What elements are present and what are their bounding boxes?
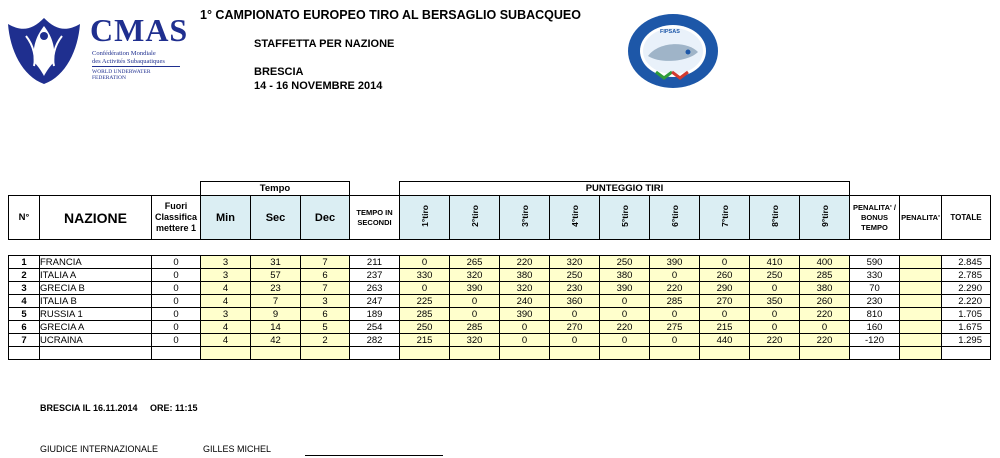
row-penalita-bonus: 160 <box>850 321 900 334</box>
row-totale: 2.290 <box>942 282 991 295</box>
col-tiro-3: 3°tiro <box>519 205 530 227</box>
page-title: 1° CAMPIONATO EUROPEO TIRO AL BERSAGLIO SUBACQUEO <box>200 8 581 22</box>
col-tiro-9: 9°tiro <box>819 205 830 227</box>
row-rank: 4 <box>9 295 40 308</box>
footer-judge-name: GILLES MICHEL <box>203 444 272 454</box>
row-nation: UCRAINA <box>40 334 152 347</box>
row-nation: RUSSIA 1 <box>40 308 152 321</box>
row-rank: 3 <box>9 282 40 295</box>
row-tiro-3: 380 <box>500 269 550 282</box>
row-tiro-1: 330 <box>400 269 450 282</box>
row-tiro-6: 0 <box>650 308 700 321</box>
row-min: 4 <box>201 321 251 334</box>
row-totale: 2.845 <box>942 256 991 269</box>
row-tiro-7: 440 <box>700 334 750 347</box>
row-tiro-5: 390 <box>600 282 650 295</box>
col-nazione: NAZIONE <box>40 196 152 240</box>
cmas-line-3: WORLD UNDERWATER FEDERATION <box>92 69 151 81</box>
row-penalita <box>900 334 942 347</box>
col-tiro-7: 7°tiro <box>719 205 730 227</box>
row-min: 4 <box>201 295 251 308</box>
row-fuori: 0 <box>152 334 201 347</box>
row-tiro-4: 320 <box>550 256 600 269</box>
row-tiro-7: 260 <box>700 269 750 282</box>
row-tempo-secondi: 189 <box>350 308 400 321</box>
table-row <box>9 295 991 308</box>
row-tiro-2: 0 <box>450 295 500 308</box>
row-tiro-8: 410 <box>750 256 800 269</box>
row-penalita-bonus: 810 <box>850 308 900 321</box>
row-tiro-1: 250 <box>400 321 450 334</box>
row-totale: 2.785 <box>942 269 991 282</box>
row-min: 4 <box>201 334 251 347</box>
row-tiro-8: 250 <box>750 269 800 282</box>
row-fuori: 0 <box>152 295 201 308</box>
row-tiro-3: 240 <box>500 295 550 308</box>
row-tiro-6: 220 <box>650 282 700 295</box>
row-min: 3 <box>201 256 251 269</box>
table-row <box>9 321 991 334</box>
row-tiro-4: 250 <box>550 269 600 282</box>
col-tempo-secondi-line-2: SECONDI <box>357 217 392 227</box>
row-tiro-9: 260 <box>800 295 850 308</box>
row-nation: ITALIA A <box>40 269 152 282</box>
row-tiro-7: 290 <box>700 282 750 295</box>
event-city: BRESCIA <box>254 66 304 78</box>
row-tempo-secondi: 211 <box>350 256 400 269</box>
row-tiro-4: 0 <box>550 308 600 321</box>
row-tiro-3: 220 <box>500 256 550 269</box>
row-sec: 23 <box>251 282 301 295</box>
signature-line <box>305 455 443 456</box>
row-tiro-8: 0 <box>750 282 800 295</box>
tempo-group-header: Tempo <box>201 182 350 196</box>
row-sec: 7 <box>251 295 301 308</box>
row-tiro-4: 230 <box>550 282 600 295</box>
row-dec: 6 <box>301 269 350 282</box>
row-fuori: 0 <box>152 282 201 295</box>
row-tiro-4: 270 <box>550 321 600 334</box>
row-fuori: 0 <box>152 321 201 334</box>
row-tempo-secondi: 282 <box>350 334 400 347</box>
row-tiro-2: 320 <box>450 334 500 347</box>
footer-judge-label: GIUDICE INTERNAZIONALE <box>40 444 159 454</box>
cmas-line-2: des Activités Subaquatiques <box>92 58 165 65</box>
row-tempo-secondi: 247 <box>350 295 400 308</box>
results-rows <box>9 256 991 347</box>
row-penalita-bonus: -120 <box>850 334 900 347</box>
col-fuori-line-1: Fuori <box>164 201 188 211</box>
row-tiro-5: 0 <box>600 295 650 308</box>
row-tiro-9: 400 <box>800 256 850 269</box>
row-dec: 2 <box>301 334 350 347</box>
row-tiro-2: 285 <box>450 321 500 334</box>
row-tempo-secondi: 237 <box>350 269 400 282</box>
col-penalita: PENALITA' <box>900 196 942 240</box>
row-dec: 6 <box>301 308 350 321</box>
row-tiro-5: 220 <box>600 321 650 334</box>
row-tiro-5: 250 <box>600 256 650 269</box>
col-tiro-6: 6°tiro <box>669 205 680 227</box>
row-penalita-bonus: 330 <box>850 269 900 282</box>
row-fuori: 0 <box>152 269 201 282</box>
row-sec: 31 <box>251 256 301 269</box>
table-row <box>9 308 991 321</box>
col-penalita-bonus-line-3: TEMPO <box>861 222 888 232</box>
punteggio-group-header: PUNTEGGIO TIRI <box>400 182 850 196</box>
row-dec: 5 <box>301 321 350 334</box>
results-table <box>8 181 991 360</box>
row-tiro-5: 380 <box>600 269 650 282</box>
row-penalita <box>900 295 942 308</box>
row-tiro-1: 0 <box>400 282 450 295</box>
row-tiro-9: 380 <box>800 282 850 295</box>
table-row <box>9 334 991 347</box>
row-tiro-1: 215 <box>400 334 450 347</box>
col-penalita-bonus <box>850 196 900 240</box>
row-rank: 5 <box>9 308 40 321</box>
col-tiro-1: 1°tiro <box>419 205 430 227</box>
col-num: N° <box>9 196 40 240</box>
row-dec: 7 <box>301 282 350 295</box>
row-totale: 2.220 <box>942 295 991 308</box>
row-totale: 1.295 <box>942 334 991 347</box>
row-penalita <box>900 321 942 334</box>
row-penalita-bonus: 590 <box>850 256 900 269</box>
row-tiro-9: 220 <box>800 308 850 321</box>
row-tempo-secondi: 263 <box>350 282 400 295</box>
row-tiro-5: 0 <box>600 334 650 347</box>
table-row <box>9 269 991 282</box>
table-row <box>9 256 991 269</box>
col-dec: Dec <box>301 196 350 240</box>
row-tiro-7: 270 <box>700 295 750 308</box>
row-sec: 57 <box>251 269 301 282</box>
row-penalita-bonus: 70 <box>850 282 900 295</box>
row-tiro-1: 0 <box>400 256 450 269</box>
row-rank: 1 <box>9 256 40 269</box>
cmas-logo <box>4 6 189 86</box>
event-dates: 14 - 16 NOVEMBRE 2014 <box>254 80 383 92</box>
row-dec: 3 <box>301 295 350 308</box>
col-tiro-4: 4°tiro <box>569 205 580 227</box>
row-tiro-7: 0 <box>700 308 750 321</box>
row-tiro-8: 0 <box>750 321 800 334</box>
row-tiro-2: 390 <box>450 282 500 295</box>
row-tiro-9: 0 <box>800 321 850 334</box>
col-fuori-line-3: mettere 1 <box>155 223 197 233</box>
col-tiro-5: 5°tiro <box>619 205 630 227</box>
row-tiro-3: 0 <box>500 334 550 347</box>
row-nation: GRECIA B <box>40 282 152 295</box>
table-row <box>9 282 991 295</box>
col-tiro-8: 8°tiro <box>769 205 780 227</box>
row-nation: FRANCIA <box>40 256 152 269</box>
row-tiro-2: 265 <box>450 256 500 269</box>
col-tiro-2: 2°tiro <box>469 205 480 227</box>
row-tiro-1: 285 <box>400 308 450 321</box>
row-tiro-1: 225 <box>400 295 450 308</box>
row-tiro-8: 220 <box>750 334 800 347</box>
row-penalita <box>900 256 942 269</box>
row-rank: 2 <box>9 269 40 282</box>
row-rank: 7 <box>9 334 40 347</box>
row-tiro-6: 0 <box>650 269 700 282</box>
fipsas-abbr: FIPSAS <box>660 29 680 35</box>
row-tiro-3: 390 <box>500 308 550 321</box>
col-tempo-secondi <box>350 196 400 240</box>
col-fuori-line-2: Classifica <box>154 212 198 222</box>
col-min: Min <box>201 196 251 240</box>
col-tempo-secondi-line-1: TEMPO IN <box>356 207 393 217</box>
row-tiro-6: 390 <box>650 256 700 269</box>
row-rank: 6 <box>9 321 40 334</box>
row-sec: 42 <box>251 334 301 347</box>
row-tempo-secondi: 254 <box>350 321 400 334</box>
row-tiro-6: 275 <box>650 321 700 334</box>
fipsas-logo <box>626 12 720 90</box>
row-tiro-2: 320 <box>450 269 500 282</box>
row-tiro-3: 320 <box>500 282 550 295</box>
col-totale: TOTALE <box>942 196 991 240</box>
row-nation: ITALIA B <box>40 295 152 308</box>
row-sec: 9 <box>251 308 301 321</box>
cmas-divider <box>92 66 180 67</box>
col-penalita-bonus-line-2: BONUS <box>860 212 889 222</box>
footer-time: ORE: 11:15 <box>150 403 198 413</box>
row-tiro-3: 0 <box>500 321 550 334</box>
row-penalita <box>900 308 942 321</box>
col-penalita-bonus-line-1: PENALITA' / <box>853 202 896 212</box>
row-tiro-4: 0 <box>550 334 600 347</box>
fipsas-emblem-icon <box>626 12 720 90</box>
row-min: 3 <box>201 308 251 321</box>
row-tiro-2: 0 <box>450 308 500 321</box>
row-penalita <box>900 269 942 282</box>
row-tiro-5: 0 <box>600 308 650 321</box>
row-tiro-6: 285 <box>650 295 700 308</box>
row-tiro-7: 215 <box>700 321 750 334</box>
row-totale: 1.675 <box>942 321 991 334</box>
row-sec: 14 <box>251 321 301 334</box>
col-fuori-classifica <box>152 196 201 240</box>
row-tiro-4: 360 <box>550 295 600 308</box>
row-totale: 1.705 <box>942 308 991 321</box>
cmas-line-1: Confédération Mondiale <box>92 50 156 57</box>
footer-place-date: BRESCIA IL 16.11.2014 <box>40 403 138 413</box>
row-tiro-8: 350 <box>750 295 800 308</box>
empty-row <box>9 347 991 360</box>
row-tiro-7: 0 <box>700 256 750 269</box>
row-min: 4 <box>201 282 251 295</box>
row-tiro-6: 0 <box>650 334 700 347</box>
row-min: 3 <box>201 269 251 282</box>
row-tiro-9: 285 <box>800 269 850 282</box>
row-fuori: 0 <box>152 256 201 269</box>
col-sec: Sec <box>251 196 301 240</box>
row-fuori: 0 <box>152 308 201 321</box>
row-nation: GRECIA A <box>40 321 152 334</box>
row-tiro-8: 0 <box>750 308 800 321</box>
cmas-wordmark: CMAS <box>90 12 189 48</box>
row-penalita-bonus: 230 <box>850 295 900 308</box>
row-tiro-9: 220 <box>800 334 850 347</box>
row-dec: 7 <box>301 256 350 269</box>
event-name: STAFFETTA PER NAZIONE <box>254 38 395 50</box>
row-penalita <box>900 282 942 295</box>
